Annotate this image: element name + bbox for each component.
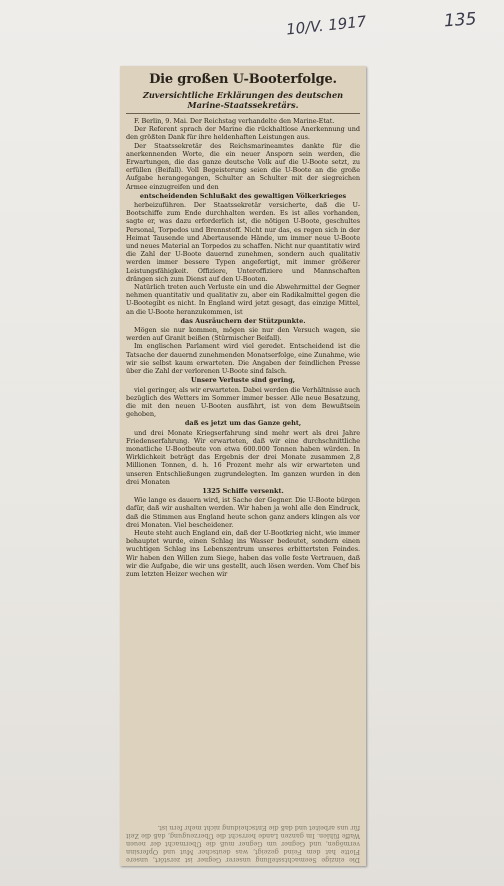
paragraph: Im englischen Parlament wird viel geredet. Entscheidend ist die Tatsache der dauernd zunehmenden Monatserfolge, eine Zunahme, wie wir sie selbst kaum erwarteten. Die Angaben der feindlichen Presse über die Zahl der verlorenen U-Boote sind falsch. (126, 342, 360, 376)
article-subhead: Zuversichtliche Erklärungen des deutschen Marine-Staatssekretärs. (142, 90, 344, 110)
article-headline: Die großen U-Booterfolge. (149, 72, 337, 87)
paragraph-dateline: F. Berlin, 9. Mai. Der Reichstag verhandelte den Marine-Etat. (134, 117, 335, 125)
paragraph: Mögen sie nur kommen, mögen sie nur den Versuch wagen, sie werden auf Granit beißen (Stürmischer Beifall). (126, 326, 360, 343)
section-heading: 1325 Schiffe versenkt. (202, 486, 284, 495)
paragraph: Wie lange es dauern wird, ist Sache der Gegner. Die U-Boote bürgen dafür, daß wir aushalten werden. Wir haben ja wohl alle den Eindruck, daß die Stimmen aus England heute schon ganz anders klingen als vor drei Monaten. Viel bescheidener. (126, 496, 360, 529)
section-heading: entscheidenden Schlußakt des gewaltigen Völkerkrieges (139, 191, 347, 200)
handwritten-page-number: 135 (443, 9, 478, 32)
paragraph: und drei Monate Kriegserfahrung sind mehr wert als drei Jahre Friedenserfahrung. Wir erwarteten, daß wir eine durchschnittliche monatliche U-Bootbeute von etwa 600.000 Tonnen haben würden. In Wirklichkeit beträgt das Ergebnis der drei Monate zusammen 2,8 Millionen Tonnen, d. h. 16 Prozent mehr als wir erwarteten und unseren Entschließungen zugrundelegten. Im ganzen wurden in den drei Monaten (126, 428, 360, 486)
paragraph: Heute steht auch England ein, daß der U-Bootkrieg nicht, wie immer behauptet wurde, einen Schlag ins Wasser bedeutet, sondern einen wuchtigen Schlag ins Lebenszentrum unseres erbittertsten Feindes. Wir haben den Willen zum Siege, haben das volle feste Vertrauen, daß wir die Aufgabe, die wir uns gestellt, auch lösen werden. Vom Chef bis zum letzten Heizer wechen wir (126, 528, 360, 578)
paragraph: viel geringer, als wir erwarteten. Dabei werden die Verhältnisse auch bezüglich des Wetters im Sommer immer besser. Alle neue Besatzung, die mit den neuen U-Booten ausfährt, ist von dem Bewußtsein gehoben, (126, 385, 360, 419)
paragraph: Natürlich treten auch Verluste ein und die Abwehrmittel der Gegner nehmen quantitativ und qualitativ zu, aber ein Radikalmittel gegen die U-Bootegibt es nicht. In England wird jetzt gesagt, das einzige Mittel, an die U-Boote heranzukommen, ist (126, 283, 360, 316)
separator-rule (126, 113, 360, 114)
upside-down-paragraph: Die einzige Seemachtsstellung unserer Gegner ist zerstört, unsere Flotte hat dem Feind gezeigt, was deutscher Mut und Opfersinn vermögen, und Gegner um Gegner muß die Übermacht der neuen Waffe fühlen. Im ganzen Lande herrscht die Überzeugung, daß die Zeit für uns arbeitet und daß die Entscheidung nicht mehr fern ist. (126, 824, 360, 864)
section-heading: das Ausräuchern der Stützpunkte. (180, 316, 306, 325)
paragraph: Der Staatssekretär des Reichsmarineamtes dankte für die anerkennenden Worte, die ein neuer Ansporn sein werden, die Erwartungen, die das ganze deutsche Volk auf die U-Boote setzt, zu erfüllen (Beifall). Voll Begeisterung seien die U-Boote an die große Aufgabe herangegangen, Schulter an Schulter mit der siegreichen Armee einzugreifen und den (126, 141, 360, 191)
paragraph: herbeizuführen. Der Staatssekretär versicherte, daß die U-Bootschiffe zum Ende durchhalten werden. Es ist alles vorhanden, sagte er, was dazu erforderlich ist, die nötigen U-Boote, geschultes Personal, Torpedos und Brennstoff. Nicht nur das, es regen sich in der Heimat Tausende und Abertausende Hände, um immer neue U-Boote und neues Material an Torpedos zu schaffen. Nicht nur quantitativ wird die Zahl der U-Boote dauernd zunehmen, sondern auch qualitativ werden immer bessere Typen angefertigt, mit immer größerer Leistungsfähigkeit. Offiziere, Unteroffiziere und Mannschaften drängen sich zum Dienst auf den U-Booten. (126, 201, 360, 283)
handwritten-date: 10/V. 1917 (285, 12, 368, 39)
section-heading: Unsere Verluste sind gering, (190, 376, 296, 385)
section-heading: daß es jetzt um das Ganze geht, (184, 419, 302, 428)
newspaper-clipping (120, 66, 366, 866)
paragraph: Der Referent sprach der Marine die rückhaltlose Anerkennung und den größten Dank für ihre heldenhaften Leistungen aus. (126, 125, 360, 142)
reverse-side-text (120, 806, 366, 866)
